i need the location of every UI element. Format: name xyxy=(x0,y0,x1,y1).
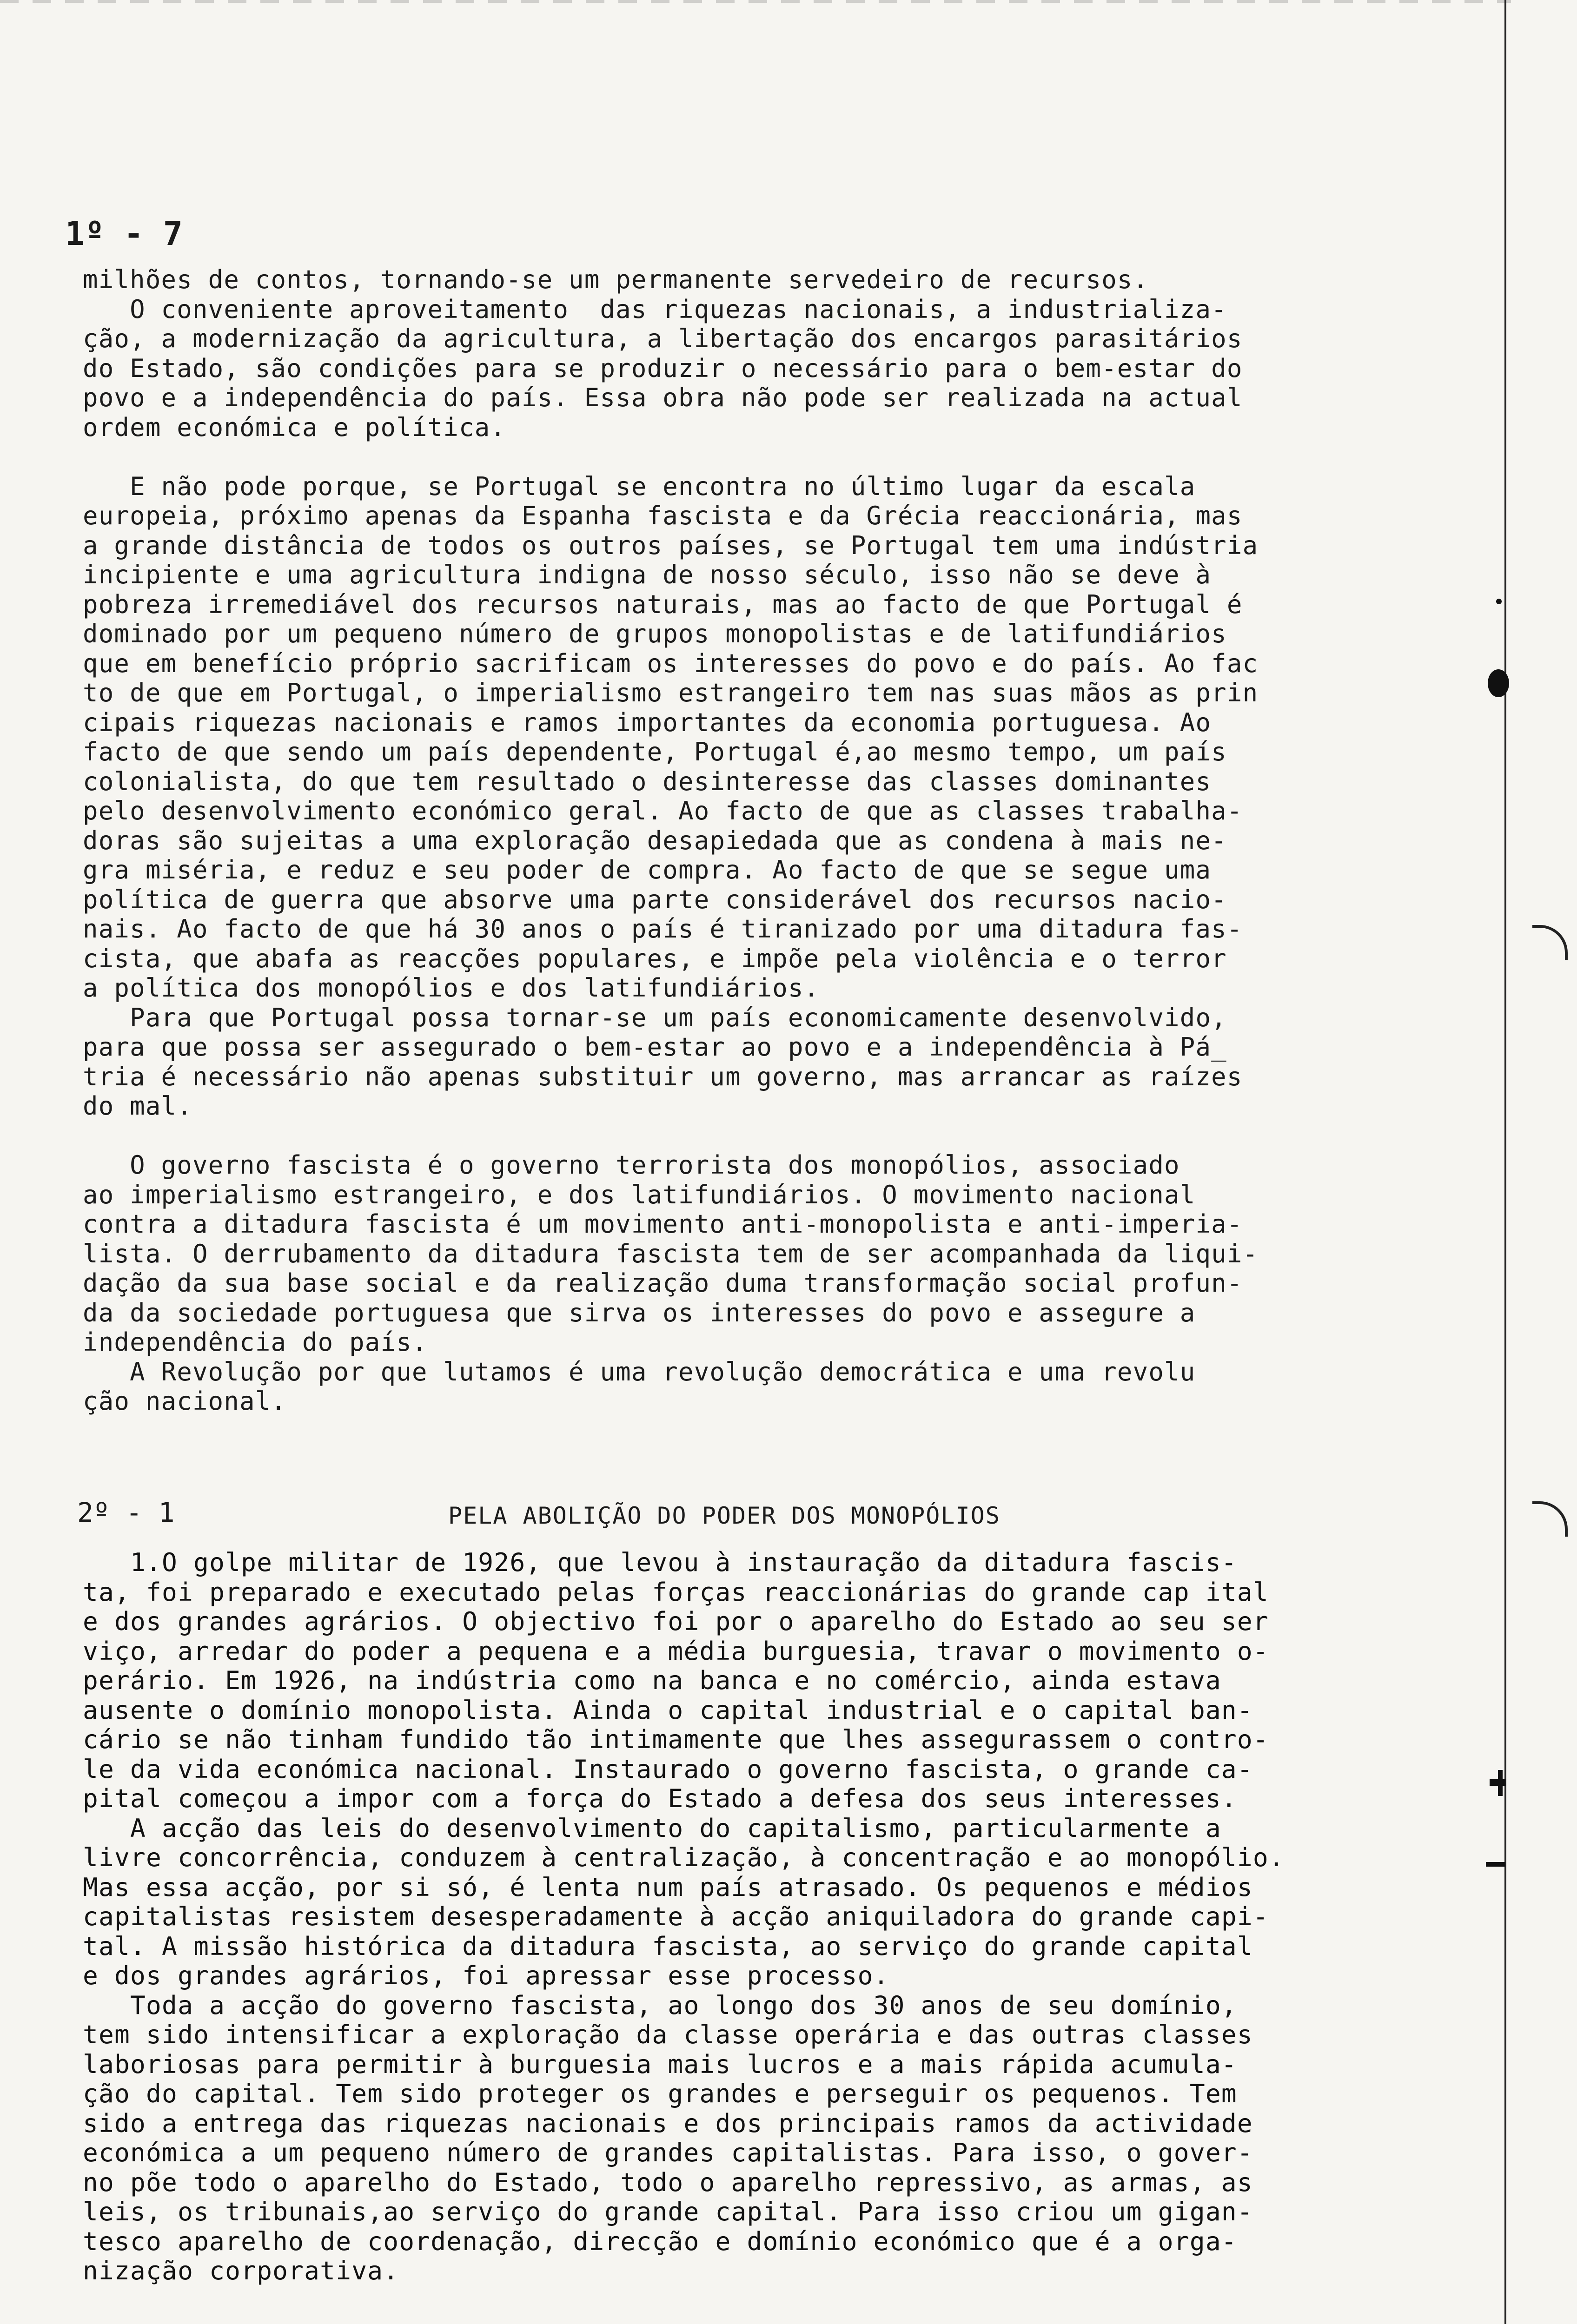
text-line: tesco aparelho de coordenação, direcção e domínio económico que é a orga- xyxy=(83,2226,1237,2256)
margin-bracket-mark xyxy=(1532,1501,1568,1537)
text-line: pobreza irremediável dos recursos naturais, mas ao facto de que Portugal é xyxy=(83,589,1243,619)
text-line: nização corporativa. xyxy=(83,2256,399,2285)
text-line: 1.O golpe militar de 1926, que levou à instauração da ditadura fascis- xyxy=(83,1547,1237,1577)
text-line: Mas essa acção, por si só, é lenta num país atrasado. Os pequenos e médios xyxy=(83,1872,1253,1902)
text-line: dominado por um pequeno número de grupos monopolistas e de latifundiários xyxy=(83,619,1227,648)
text-line: ao imperialismo estrangeiro, e dos latifundiários. O movimento nacional xyxy=(83,1180,1196,1209)
text-line: económica a um pequeno número de grandes capitalistas. Para isso, o gover- xyxy=(83,2138,1253,2167)
margin-tick-mark xyxy=(1498,1770,1503,1796)
text-line: que em benefício próprio sacrificam os interesses do povo e do país. Ao fac xyxy=(83,648,1259,678)
text-line: milhões de contos, tornando-se um permanente servedeiro de recursos. xyxy=(83,265,1149,294)
text-line: cista, que abafa as reacções populares, e impõe pela violência e o terror xyxy=(83,944,1227,973)
text-line: do Estado, são condições para se produzir o necessário para o bem-estar do xyxy=(83,353,1243,383)
text-line: perário. Em 1926, na indústria como na banca e no comércio, ainda estava xyxy=(83,1665,1221,1695)
margin-dot-mark xyxy=(1496,599,1502,604)
text-line: dação da sua base social e da realização duma transformação social profun- xyxy=(83,1268,1243,1298)
text-line: do mal. xyxy=(83,1091,192,1121)
text-line: para que possa ser assegurado o bem-estar ao povo e a independência à Pá_ xyxy=(83,1032,1227,1062)
text-line: cipais riquezas nacionais e ramos importantes da economia portuguesa. Ao xyxy=(83,707,1212,737)
text-line: ordem económica e política. xyxy=(83,412,506,442)
text-line: tria é necessário não apenas substituir um governo, mas arrancar as raízes xyxy=(83,1062,1243,1091)
text-line: incipiente e uma agricultura indigna de nosso século, isso não se deve à xyxy=(83,560,1212,589)
text-line: cário se não tinham fundido tão intimamente que lhes assegurassem o contro- xyxy=(83,1724,1269,1754)
text-line: O governo fascista é o governo terrorista dos monopólios, associado xyxy=(83,1150,1180,1180)
section-two-heading: PELA ABOLIÇÃO DO PODER DOS MONOPÓLIOS xyxy=(448,1502,1001,1529)
top-edge-rule xyxy=(0,0,1511,3)
margin-bracket-mark xyxy=(1532,925,1568,960)
text-line: pital começou a impor com a força do Estado a defesa dos seus interesses. xyxy=(83,1783,1237,1813)
ink-blot-mark xyxy=(1488,669,1509,697)
text-line: A Revolução por que lutamos é uma revolução democrática e uma revolu xyxy=(83,1357,1196,1386)
text-line: A acção das leis do desenvolvimento do capitalismo, particularmente a xyxy=(83,1813,1221,1843)
text-line: política de guerra que absorve uma parte considerável dos recursos nacio- xyxy=(83,885,1227,914)
section-two-label: 2º - 1 xyxy=(77,1497,175,1528)
text-line xyxy=(83,442,1459,472)
text-line: ausente o domínio monopolista. Ainda o capital industrial e o capital ban- xyxy=(83,1695,1253,1725)
text-line: capitalistas resistem desesperadamente à acção aniquiladora do grande capi- xyxy=(83,1901,1269,1931)
text-line: nais. Ao facto de que há 30 anos o país é tiranizado por uma ditadura fas- xyxy=(83,914,1243,944)
text-line: doras são sujeitas a uma exploração desapiedada que as condena à mais ne- xyxy=(83,825,1227,855)
right-margin-rule xyxy=(1504,0,1506,2324)
text-line: e dos grandes agrários. O objectivo foi por o aparelho do Estado ao seu ser xyxy=(83,1606,1269,1636)
text-line: a grande distância de todos os outros países, se Portugal tem uma indústria xyxy=(83,530,1259,560)
text-line: contra a ditadura fascista é um movimento anti-monopolista e anti-imperia- xyxy=(83,1209,1243,1239)
text-line: ção do capital. Tem sido proteger os grandes e perseguir os pequenos. Tem xyxy=(83,2079,1237,2108)
text-line: a política dos monopólios e dos latifundiários. xyxy=(83,973,820,1003)
text-line: e dos grandes agrários, foi apressar esse processo. xyxy=(83,1961,889,1990)
text-line: facto de que sendo um país dependente, Portugal é,ao mesmo tempo, um país xyxy=(83,737,1227,766)
text-line: O conveniente aproveitamento das riquezas nacionais, a industrializa- xyxy=(83,294,1227,324)
text-line xyxy=(83,1121,1459,1151)
text-line: viço, arredar do poder a pequena e a média burguesia, travar o movimento o- xyxy=(83,1636,1269,1666)
text-line: da da sociedade portuguesa que sirva os interesses do povo e assegure a xyxy=(83,1298,1196,1327)
text-line: tem sido intensificar a exploração da classe operária e das outras classes xyxy=(83,2020,1253,2049)
text-line: colonialista, do que tem resultado o desinteresse das classes dominantes xyxy=(83,766,1212,796)
text-line: to de que em Portugal, o imperialismo estrangeiro tem nas suas mãos as prin xyxy=(83,678,1259,707)
text-line: no põe todo o aparelho do Estado, todo o aparelho repressivo, as armas, as xyxy=(83,2167,1253,2197)
text-line: tal. A missão histórica da ditadura fascista, ao serviço do grande capital xyxy=(83,1931,1253,1961)
section-one-body xyxy=(83,265,1459,1416)
text-line: independência do país. xyxy=(83,1327,428,1357)
text-line: E não pode porque, se Portugal se encontra no último lugar da escala xyxy=(83,471,1196,501)
text-line: povo e a independência do país. Essa obra não pode ser realizada na actual xyxy=(83,383,1243,412)
text-line: sido a entrega das riquezas nacionais e dos principais ramos da actividade xyxy=(83,2108,1253,2138)
text-line: laboriosas para permitir à burguesia mais lucros e a mais rápida acumula- xyxy=(83,2049,1237,2079)
text-line: europeia, próximo apenas da Espanha fascista e da Grécia reaccionária, mas xyxy=(83,501,1243,530)
text-line: ção, a modernização da agricultura, a libertação dos encargos parasitários xyxy=(83,324,1243,353)
text-line: pelo desenvolvimento económico geral. Ao facto de que as classes trabalha- xyxy=(83,796,1243,825)
text-line: ção nacional. xyxy=(83,1386,287,1416)
text-line: Toda a acção do governo fascista, ao longo dos 30 anos de seu domínio, xyxy=(83,1990,1237,2020)
text-line: Para que Portugal possa tornar-se um país economicamente desenvolvido, xyxy=(83,1003,1227,1032)
text-line: livre concorrência, conduzem à centralização, à concentração e ao monopólio. xyxy=(83,1842,1285,1872)
margin-tick-mark xyxy=(1486,1862,1505,1867)
text-line: lista. O derrubamento da ditadura fascista tem de ser acompanhada da liqui- xyxy=(83,1239,1259,1268)
text-line: leis, os tribunais,ao serviço do grande capital. Para isso criou um gigan- xyxy=(83,2197,1253,2226)
text-line: le da vida económica nacional. Instaurado o governo fascista, o grande ca- xyxy=(83,1754,1253,1784)
text-line: gra miséria, e reduz e seu poder de compra. Ao facto de que se segue uma xyxy=(83,855,1212,885)
section-two-body xyxy=(83,1548,1459,2286)
section-one-label: 1º - 7 xyxy=(65,215,183,253)
text-line: ta, foi preparado e executado pelas forças reaccionárias do grande cap ital xyxy=(83,1577,1269,1607)
